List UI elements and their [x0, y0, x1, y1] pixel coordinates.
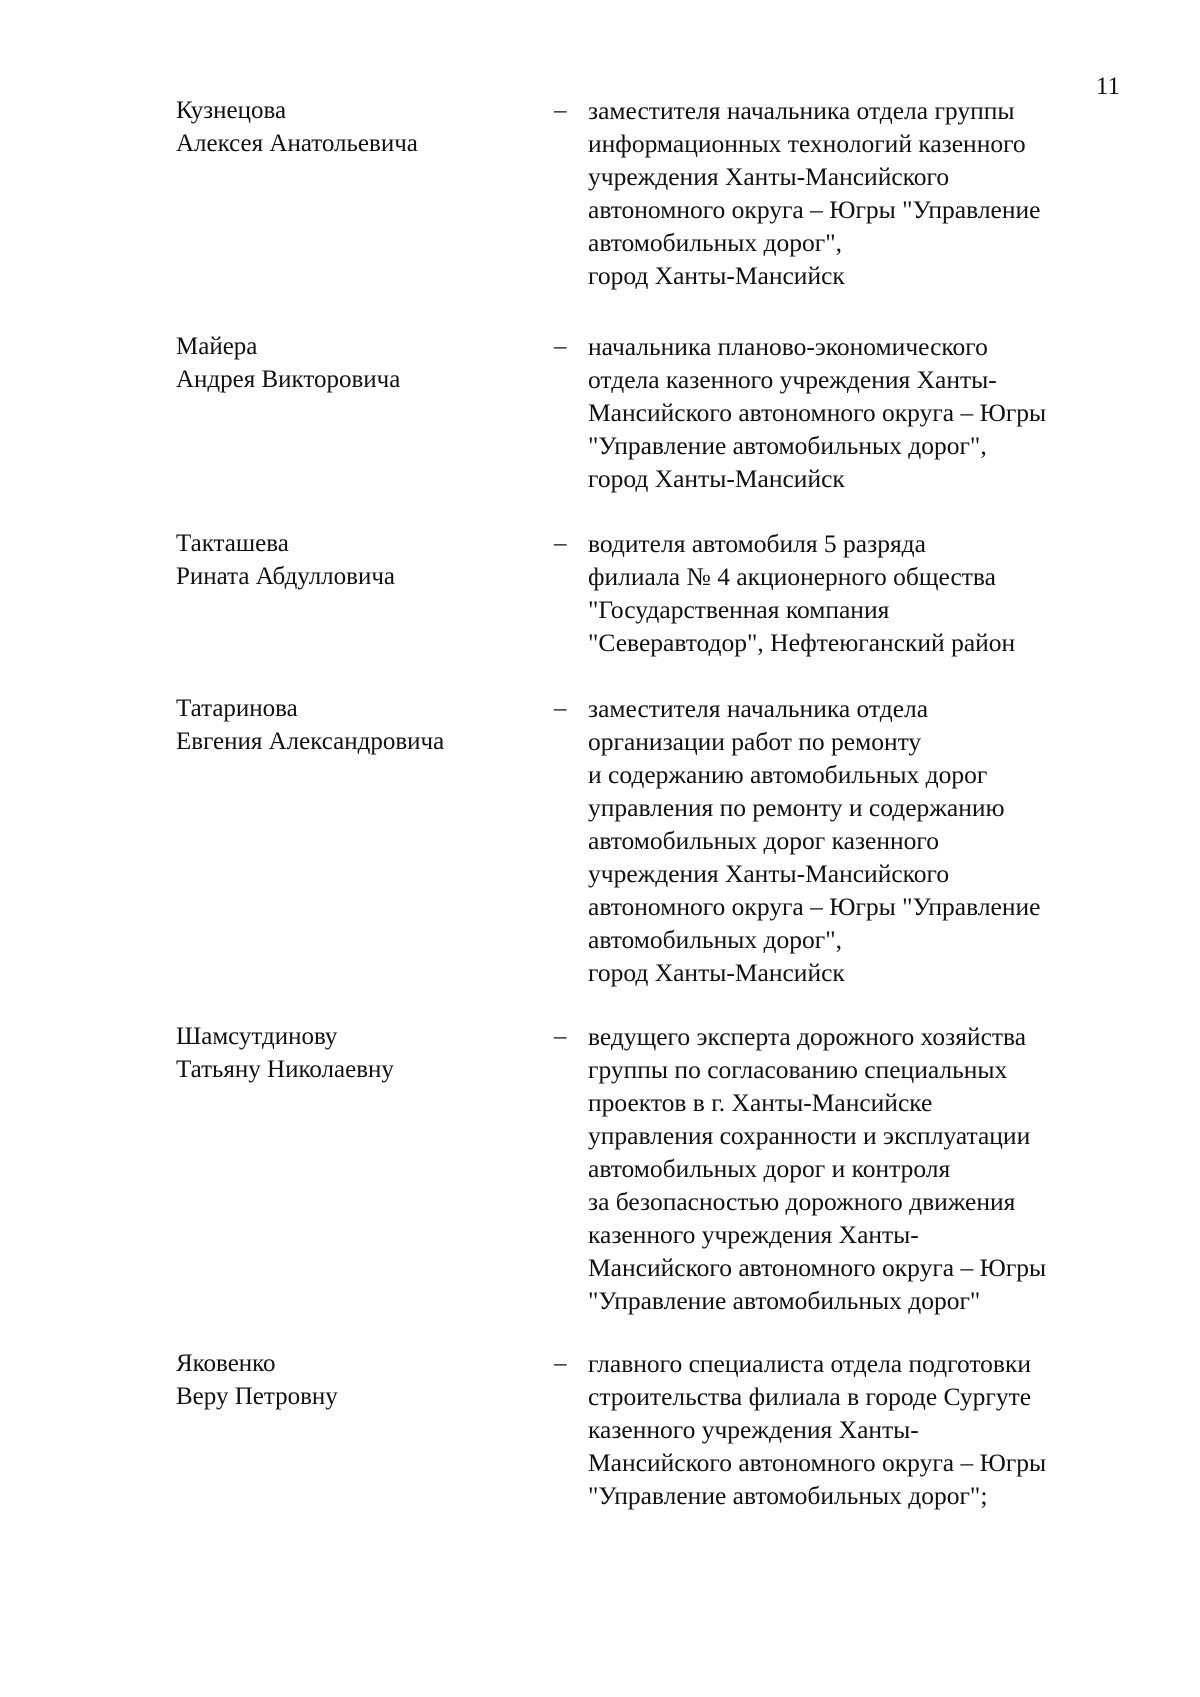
desc-line: автомобильных дорог", [588, 228, 843, 257]
person-name [176, 692, 444, 758]
person-name [176, 1020, 394, 1086]
person-name [176, 527, 395, 593]
desc-line: "Управление автомобильных дорог", [588, 431, 987, 460]
dash-separator: – [554, 1023, 567, 1050]
person-name [176, 330, 400, 396]
dash-separator: – [554, 97, 567, 124]
desc-line: Мансийского автономного округа – Югры [588, 1448, 1047, 1477]
surname: Майера [176, 333, 258, 360]
surname: Кузнецова [176, 97, 287, 124]
given-name: Андрея Викторовича [176, 366, 401, 393]
given-name: Евгения Александровича [176, 728, 445, 755]
given-name: Веру Петровну [176, 1383, 338, 1410]
desc-line: автономного округа – Югры "Управление [588, 892, 1041, 921]
surname: Татаринова [176, 695, 298, 722]
dash-separator: – [554, 1350, 567, 1377]
desc-line: главного специалиста отдела подготовки [588, 1349, 1031, 1378]
desc-line: управления по ремонту и содержанию [588, 793, 1005, 822]
position-description [588, 94, 1040, 292]
desc-line: организации работ по ремонту [588, 727, 922, 756]
desc-line: водителя автомобиля 5 разряда [588, 529, 926, 558]
desc-line: автомобильных дорог казенного [588, 826, 939, 855]
given-name: Татьяну Николаевну [176, 1056, 394, 1083]
desc-line: информационных технологий казенного [588, 129, 1026, 158]
position-description [588, 692, 1040, 989]
surname: Шамсутдинову [176, 1023, 338, 1050]
desc-line: группы по согласованию специальных [588, 1055, 1008, 1084]
given-name: Алексея Анатольевича [176, 130, 418, 157]
desc-line: казенного учреждения Ханты- [588, 1415, 919, 1444]
dash-separator: – [554, 333, 567, 360]
desc-line: Мансийского автономного округа – Югры [588, 1253, 1047, 1282]
desc-line: филиала № 4 акционерного общества [588, 562, 996, 591]
surname: Яковенко [176, 1350, 276, 1377]
desc-line: "Управление автомобильных дорог"; [588, 1481, 988, 1510]
desc-line: Мансийского автономного округа – Югры [588, 398, 1047, 427]
desc-line: казенного учреждения Ханты- [588, 1220, 919, 1249]
desc-line: и содержанию автомобильных дорог [588, 760, 988, 789]
desc-line: "Управление автомобильных дорог" [588, 1286, 981, 1315]
position-description [588, 1347, 1046, 1512]
desc-line: город Ханты-Мансийск [588, 958, 845, 987]
desc-line: строительства филиала в городе Сургуте [588, 1382, 1032, 1411]
desc-line: автономного округа – Югры "Управление [588, 195, 1041, 224]
position-description [588, 330, 1046, 495]
position-description [588, 1020, 1046, 1317]
given-name: Рината Абдулловича [176, 563, 395, 590]
person-name [176, 1347, 338, 1413]
desc-line: учреждения Ханты-Мансийского [588, 162, 950, 191]
surname: Такташева [176, 530, 289, 557]
desc-line: "Северавтодор", Нефтеюганский район [588, 628, 1016, 657]
desc-line: автомобильных дорог", [588, 925, 843, 954]
desc-line: заместителя начальника отдела группы [588, 96, 1015, 125]
desc-line: ведущего эксперта дорожного хозяйства [588, 1022, 1027, 1051]
desc-line: автомобильных дорог и контроля [588, 1154, 951, 1183]
dash-separator: – [554, 695, 567, 722]
desc-line: проектов в г. Ханты-Мансийске [588, 1088, 933, 1117]
desc-line: за безопасностью дорожного движения [588, 1187, 1016, 1216]
desc-line: город Ханты-Мансийск [588, 464, 845, 493]
position-description [588, 527, 1015, 659]
desc-line: "Государственная компания [588, 595, 890, 624]
desc-line: заместителя начальника отдела [588, 694, 929, 723]
desc-line: управления сохранности и эксплуатации [588, 1121, 1031, 1150]
page-number: 11 [1095, 73, 1120, 100]
dash-separator: – [554, 530, 567, 557]
person-name [176, 94, 418, 160]
desc-line: начальника планово-экономического [588, 332, 988, 361]
desc-line: учреждения Ханты-Мансийского [588, 859, 950, 888]
desc-line: отдела казенного учреждения Ханты- [588, 365, 997, 394]
desc-line: город Ханты-Мансийск [588, 261, 845, 290]
